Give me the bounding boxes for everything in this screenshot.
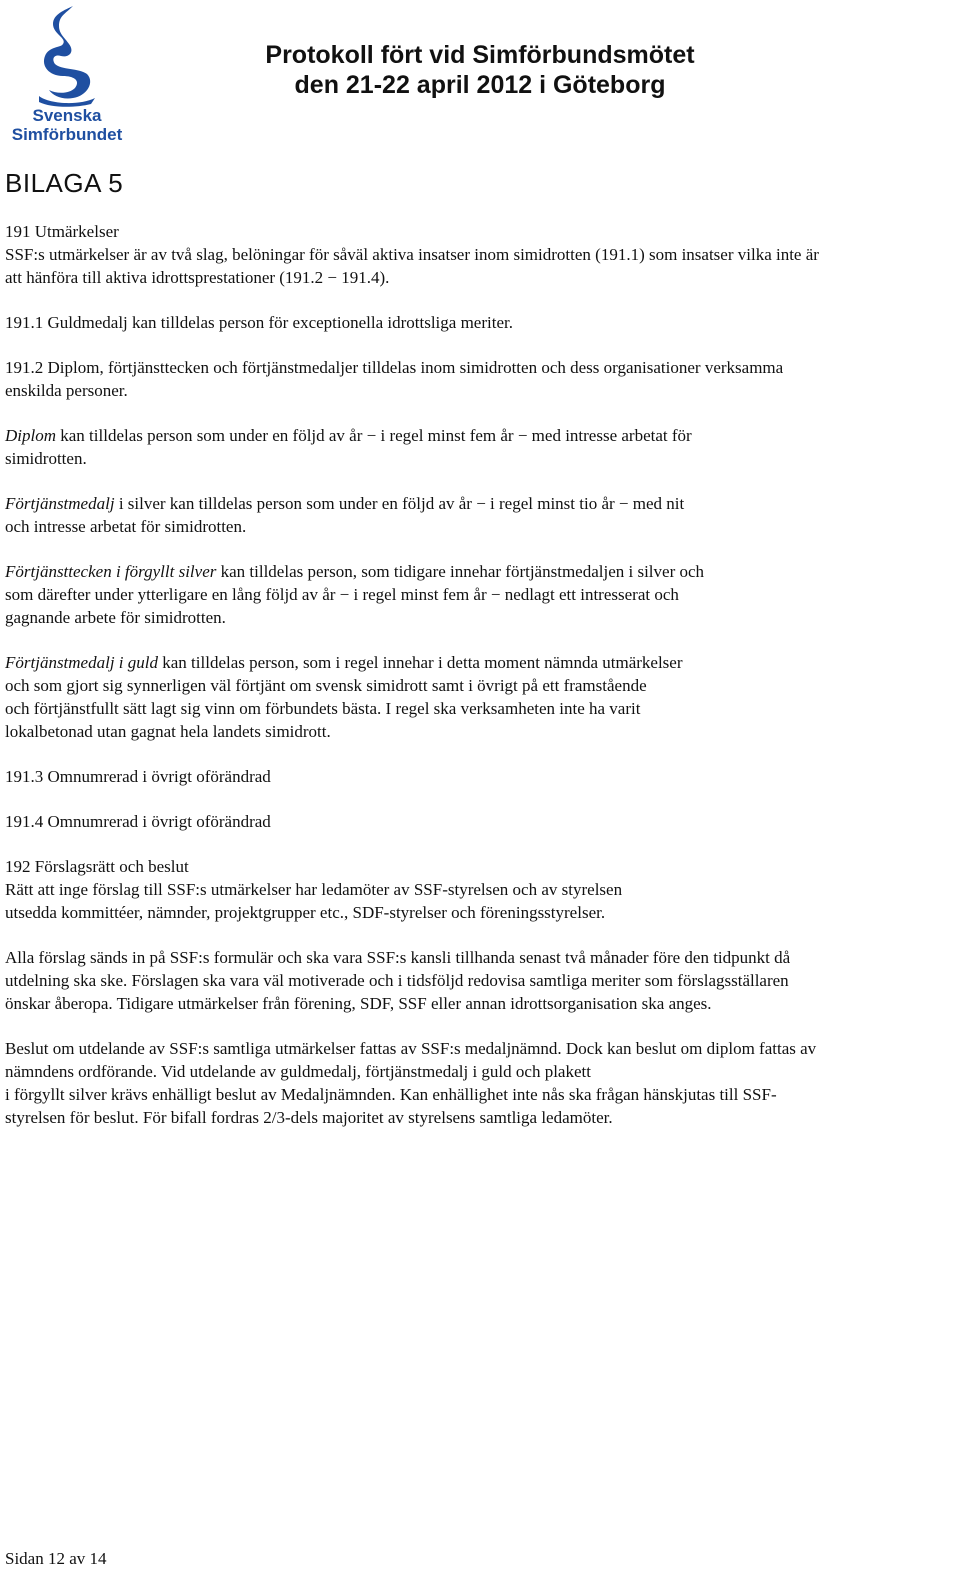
forslag-line1: Alla förslag sänds in på SSF:s formulär och ska vara SSF:s kansli tillhanda senast två månader före den tidpunkt då <box>5 948 791 967</box>
guld-text1: kan tilldelas person, som i regel innehar i detta moment nämnda utmärkelser <box>158 653 683 672</box>
silver-line2: och intresse arbetat för simidrotten. <box>5 517 247 536</box>
header-line2: den 21-22 april 2012 i Göteborg <box>294 71 666 99</box>
section-192-line1: Rätt att inge förslag till SSF:s utmärkelser har ledamöter av SSF-styrelsen och av styrelsen <box>5 880 623 899</box>
forslag-line2: utdelning ska ske. Förslagen ska vara väl motiverade och i tidsföljd redovisa samtliga meriter som förslagsställaren <box>5 971 789 990</box>
section-191-2-line2: enskilda personer. <box>5 381 128 400</box>
guld-line1 <box>5 651 953 674</box>
silver-term: Förtjänstmedalj <box>5 494 115 513</box>
beslut-line3: i förgyllt silver krävs enhälligt beslut av Medaljnämnden. Kan enhällighet inte nås ska frågan hänskjutas till SSF- <box>5 1085 777 1104</box>
guld-term: Förtjänstmedalj i guld <box>5 653 158 672</box>
forgyllt-line1 <box>5 560 953 583</box>
document-header <box>200 40 760 100</box>
forgyllt-text1: kan tilldelas person, som tidigare innehar förtjänstmedaljen i silver och <box>216 562 705 581</box>
beslut-line4: styrelsen för beslut. För bifall fordras 2/3-dels majoritet av styrelsens samtliga ledamöter. <box>5 1108 613 1127</box>
guld-line4: lokalbetonad utan gagnat hela landets simidrott. <box>5 722 331 741</box>
ssf-logo <box>3 4 131 144</box>
paragraph-gold-medal <box>5 651 953 743</box>
forgyllt-line3: gagnande arbete för simidrotten. <box>5 608 226 627</box>
section-191-2-line1: 191.2 Diplom, förtjänsttecken och förtjänstmedaljer tilldelas inom simidrotten och dess organisationer verksamma <box>5 358 784 377</box>
silver-text1: i silver kan tilldelas person som under en följd av år − i regel minst tio år − med nit <box>114 494 685 513</box>
forgyllt-term: Förtjänsttecken i förgyllt silver <box>5 562 217 581</box>
paragraph-proposals <box>5 946 953 1015</box>
diplom-term: Diplom <box>5 426 56 445</box>
section-191-1: 191.1 Guldmedalj kan tilldelas person för exceptionella idrottsliga meriter. <box>5 313 513 332</box>
section-191-line2: att hänföra till aktiva idrottsprestationer (191.2 − 191.4). <box>5 268 390 287</box>
beslut-line2: nämndens ordförande. Vid utdelande av guldmedalj, förtjänstmedalj i guld och plakett <box>5 1062 591 1081</box>
section-192-heading: 192 Förslagsrätt och beslut <box>5 857 189 876</box>
paragraph-silver-medal <box>5 492 953 538</box>
header-line1: Protokoll fört vid Simförbundsmötet <box>265 41 695 69</box>
logo-line1: Svenska <box>32 106 102 125</box>
seahorse-logo-icon <box>29 4 105 108</box>
paragraph-diplom <box>5 424 953 470</box>
diplom-line1 <box>5 424 953 447</box>
section-191-line1: SSF:s utmärkelser är av två slag, belöningar för såväl aktiva insatser inom simidrotten (191.1) som insatser vilka inte är <box>5 245 819 264</box>
paragraph-decision <box>5 1037 953 1129</box>
section-191-3: 191.3 Omnumrerad i övrigt oförändrad <box>5 767 271 786</box>
diplom-text1: kan tilldelas person som under en följd av år − i regel minst fem år − med intresse arbetat för <box>56 426 692 445</box>
section-191-heading: 191 Utmärkelser <box>5 222 119 241</box>
section-191 <box>5 220 953 289</box>
forgyllt-line2: som därefter under ytterligare en lång följd av år − i regel minst fem år − nedlagt ett intresserat och <box>5 585 679 604</box>
section-192 <box>5 855 953 924</box>
forslag-line3: önskar åberopa. Tidigare utmärkelser från förening, SDF, SSF eller annan idrottsorganisation ska anges. <box>5 994 712 1013</box>
document-body <box>5 220 953 1151</box>
section-191-4: 191.4 Omnumrerad i övrigt oförändrad <box>5 812 271 831</box>
beslut-line1: Beslut om utdelande av SSF:s samtliga utmärkelser fattas av SSF:s medaljnämnd. Dock kan beslut om diplom fattas av <box>5 1039 817 1058</box>
silver-line1 <box>5 492 953 515</box>
guld-line3: och förtjänstfullt sätt lagt sig vinn om förbundets bästa. I regel ska verksamheten inte ha varit <box>5 699 641 718</box>
logo-line2: Simförbundet <box>11 125 123 144</box>
paragraph-gilded-badge <box>5 560 953 629</box>
appendix-title: BILAGA 5 <box>5 168 124 198</box>
diplom-line2: simidrotten. <box>5 449 87 468</box>
page-number: Sidan 12 av 14 <box>5 1549 107 1568</box>
section-192-line2: utsedda kommittéer, nämnder, projektgrupper etc., SDF-styrelser och föreningsstyrelser. <box>5 903 606 922</box>
section-191-2 <box>5 356 953 402</box>
guld-line2: och som gjort sig synnerligen väl förtjänt om svensk simidrott samt i övrigt på ett framstående <box>5 676 647 695</box>
